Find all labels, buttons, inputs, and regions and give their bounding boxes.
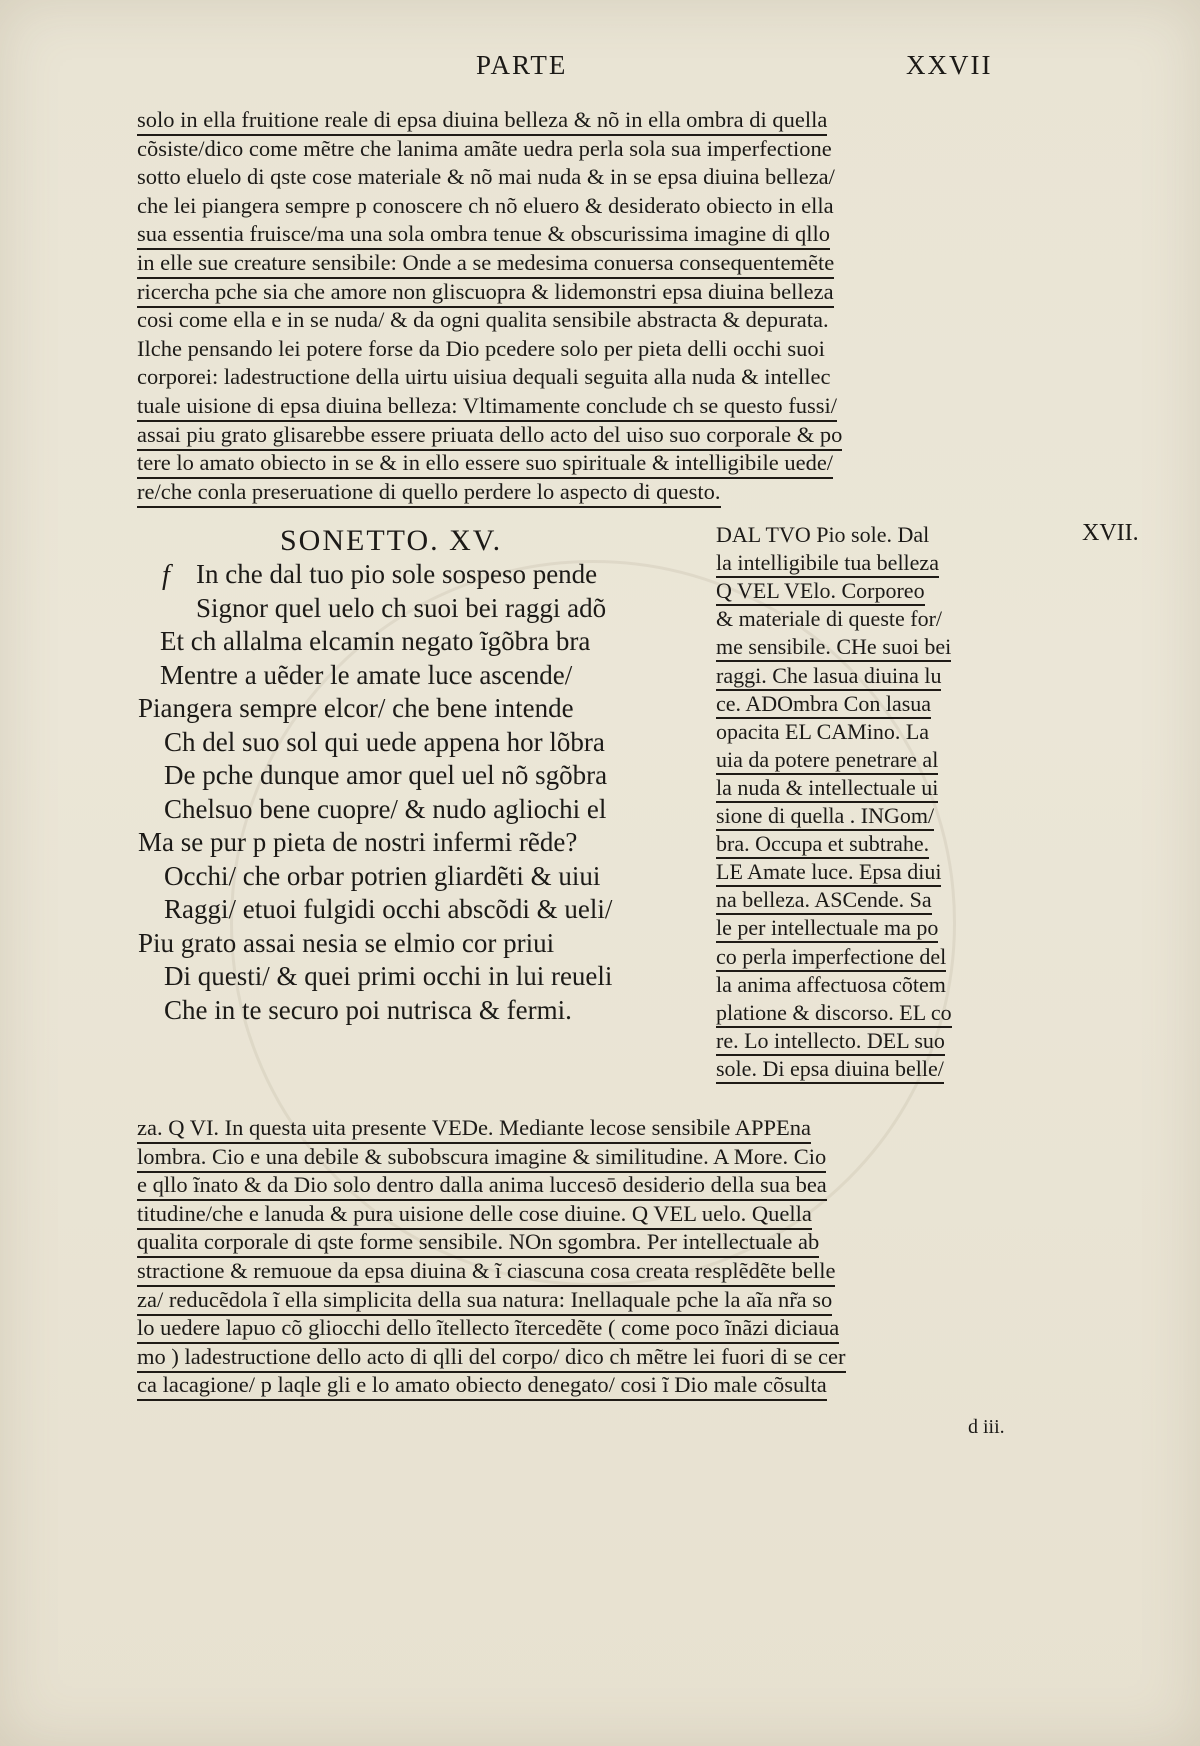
prose-top-line: solo in ella fruitione reale di epsa diuina belleza & nõ in ella ombra di quella: [137, 106, 827, 136]
gloss-line: le per intellectuale ma po: [716, 915, 938, 943]
prose-top-line: sua essentia fruisce/ma una sola ombra tenue & obscurissima imagine di qllo: [137, 220, 830, 250]
prose-bottom-line: e qllo ĩnato & da Dio solo dentro dalla anima luccesō desiderio della sua bea: [137, 1171, 827, 1201]
verses-line: Chelsuo bene cuopre/ & nudo agliochi el: [164, 793, 607, 824]
prose-bottom-line: qualita corporale di qste forme sensibile. NOn sgombra. Per intellectuale ab: [137, 1228, 819, 1258]
verses-line: Et ch allalma elcamin negato ĩgõbra bra: [160, 626, 591, 656]
verses-line: In che dal tuo pio sole sospeso pende: [196, 559, 598, 589]
prose-top-line: assai piu grato glisarebbe essere priuata dello acto del uiso suo corporale & po: [137, 421, 842, 451]
verses-line: Di questi/ & quei primi occhi in lui reueli: [164, 961, 613, 991]
folio-number: XXVII: [906, 50, 993, 80]
verses-line: Che in te securo poi nutrisca & fermi.: [164, 994, 572, 1025]
gloss-line: co perla imperfectione del: [716, 944, 946, 972]
gloss-line: ce. ADOmbra Con lasua: [716, 691, 931, 719]
running-head: PARTE: [476, 50, 568, 80]
gloss-line: la nuda & intellectuale ui: [716, 775, 938, 803]
prose-top-line: cosi come ella e in se nuda/ & da ogni qualita sensibile abstracta & depurata.: [137, 307, 829, 333]
verses-line: Occhi/ che orbar potrien gliardẽti & uiui: [164, 860, 601, 891]
verses-line: Signor quel uelo ch suoi bei raggi adõ: [196, 592, 607, 623]
prose-bottom-line: ca lacagione/ p laqle gli e lo amato obiecto denegato/ cosi ĩ Dio male cõsulta: [137, 1371, 827, 1401]
gloss-line: LE Amate luce. Epsa diui: [716, 859, 941, 887]
prose-bottom-line: za/ reducẽdola ĩ ella simplicita della sua natura: Inellaquale pche la aĩa nr̃a so: [137, 1286, 832, 1316]
gloss-line: DAL TVO Pio sole. Dal: [716, 522, 930, 547]
gloss-line: bra. Occupa et subtrahe.: [716, 831, 929, 859]
prose-top-line: ricercha pche sia che amore non gliscuopra & lidemonstri epsa diuina belleza: [137, 278, 834, 308]
verses-line: Ma se pur p pieta de nostri infermi rẽde?: [138, 827, 578, 857]
gloss-line: la intelligibile tua belleza: [716, 550, 939, 578]
verses-line: Ch del suo sol qui uede appena hor lõbra: [164, 726, 605, 757]
prose-top-line: sotto eluelo di qste cose materiale & nõ mai nuda & in se epsa diuina belleza/: [137, 164, 835, 190]
prose-top-line: cõsiste/dico come mẽtre che lanima amãte uedra perla sola sua imperfectione: [137, 135, 832, 161]
prose-top-line: tuale uisione di epsa diuina belleza: Vltimamente conclude ch se questo fussi/: [137, 392, 837, 422]
prose-bottom-line: lo uedere lapuo cõ gliocchi dello ĩtellecto ĩtercedẽte ( come poco ĩnãzi diciaua: [137, 1314, 839, 1344]
gloss-line: sole. Di epsa diuina belle/: [716, 1056, 944, 1084]
prose-bottom-line: za. Q VI. In questa uita presente VEDe. Mediante lecose sensibile APPEna: [137, 1114, 811, 1144]
verses-line: Raggi/ etuoi fulgidi occhi abscõdi & ueli/: [164, 894, 613, 924]
verses-line: Piangera sempre elcor/ che bene intende: [138, 693, 574, 723]
gloss-line: me sensibile. CHe suoi bei: [716, 634, 951, 662]
gloss-line: la anima affectuosa cõtem: [716, 971, 946, 997]
gloss-line: na belleza. ASCende. Sa: [716, 887, 932, 915]
prose-bottom-line: mo ) ladestructione dello acto di qlli del corpo/ dico ch mẽtre lei fuori di se cer: [137, 1343, 846, 1373]
prose-bottom-line: titudine/che e lanuda & pura uisione delle cose diuine. Q VEL uelo. Quella: [137, 1200, 812, 1230]
prose-top-line: in elle sue creature sensibile: Onde a se medesima conuersa consequentemẽte: [137, 249, 834, 279]
verses-line: Mentre a uẽder le amate luce ascende/: [160, 659, 573, 690]
prose-top-line: che lei piangera sempre p conoscere ch nõ eluero & desiderato obiecto in ella: [137, 192, 834, 218]
prose-bottom-line: stractione & remuoue da epsa diuina & ĩ ciascuna cosa creata resplẽdẽte belle: [137, 1257, 835, 1287]
signature-mark: d iii.: [968, 1416, 1005, 1438]
gloss-line: opacita EL CAMino. La: [716, 718, 930, 744]
prose-top-line: tere lo amato obiecto in se & in ello essere suo spirituale & intelligibile uede/: [137, 449, 833, 479]
gloss-line: raggi. Che lasua diuina lu: [716, 663, 941, 691]
verses-line: De pche dunque amor quel uel nõ sgõbra: [164, 760, 608, 790]
prose-top-line: corporei: ladestructione della uirtu uisiua dequali seguita alla nuda & intellec: [137, 364, 831, 390]
gloss-line: Q VEL VElo. Corporeo: [716, 578, 925, 606]
gloss-line: re. Lo intellecto. DEL suo: [716, 1028, 945, 1056]
gloss-line: & materiale di queste for/: [716, 606, 943, 632]
initial-guide-letter: f: [162, 560, 170, 591]
prose-top-line: re/che conla preseruatione di quello perdere lo aspecto di questo.: [137, 478, 721, 508]
margin-number: XVII.: [1082, 520, 1139, 546]
gloss-line: uia da potere penetrare al: [716, 747, 938, 775]
sonnet-title: SONETTO. XV.: [280, 524, 503, 557]
gloss-line: platione & discorso. EL co: [716, 1000, 952, 1028]
prose-bottom-line: lombra. Cio e una debile & subobscura imagine & similitudine. A More. Cio: [137, 1143, 826, 1173]
verses-line: Piu grato assai nesia se elmio cor priui: [138, 927, 555, 958]
gloss-line: sione di quella . INGom/: [716, 803, 934, 831]
prose-top-line: Ilche pensando lei potere forse da Dio pcedere solo per pieta delli occhi suoi: [137, 335, 825, 361]
